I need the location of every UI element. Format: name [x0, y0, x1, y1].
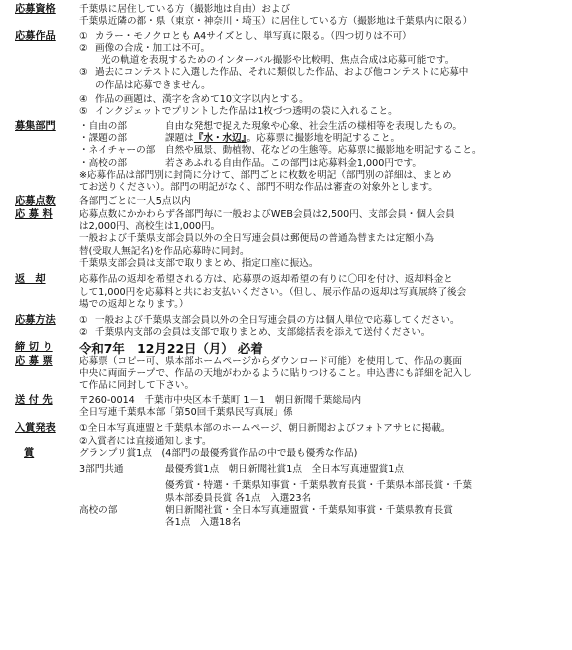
- theme-emphasis: 『水・水辺』: [193, 132, 247, 144]
- rule-item: [79, 43, 566, 68]
- label-fee: 応 募 料: [15, 208, 53, 220]
- entry-form-line: 応募票（コピー可、県本部ホームページからダウンロード可能）を使用して、作品の裏面: [79, 355, 462, 367]
- section-announcement: [0, 423, 572, 448]
- fee-line: 応募点数にかかわらず各部門毎に一般およびWEB会員は2,500円、支部会員・個人会員: [79, 208, 455, 220]
- fee-line: 一般および千葉県支部会員以外の全日写連会員は郵便局の普通為替または定額小為: [79, 233, 434, 245]
- label-deadline: 締 切 り: [15, 341, 53, 353]
- rule-text: の作品は応募できません。: [95, 79, 211, 91]
- method-number: ②: [79, 327, 88, 339]
- grand-prix-text: グランプリ賞1点 (4部門の最優秀賞作品の中で最も優秀な作品): [79, 447, 358, 459]
- return-line: して1,000円を応募料と共にお支払いください。（但し、展示作品の返却は写真展終了後会: [79, 286, 467, 298]
- section-awards: [0, 448, 572, 460]
- rule-text: 画像の合成・加工は不可。: [95, 42, 211, 54]
- category-name: ・自由の部: [79, 120, 127, 132]
- section-address: [0, 395, 572, 420]
- award-text: 県本部委員長賞 各1点 入選23名: [165, 492, 312, 504]
- rule-text: カラー・モノクロとも A4サイズとし、単写真に限る。（四つ切りは不可）: [95, 30, 412, 42]
- label-entry-count: 応募点数: [15, 196, 56, 208]
- announcement-line: ①全日本写真連盟と千葉県本部のホームページ、朝日新聞およびフォトアサヒに掲載。: [79, 423, 451, 435]
- category-desc: [165, 133, 400, 145]
- section-eligibility: [0, 4, 572, 29]
- return-line: 応募作品の返却を希望される方は、応募票の返却希望の有りに〇印を付け、返却料金と: [79, 274, 453, 286]
- section-method: [0, 315, 572, 340]
- category-name: ・ネイチャーの部: [79, 145, 156, 157]
- section-return: [0, 274, 572, 311]
- section-entry-works: [0, 31, 572, 119]
- section-deadline: [0, 342, 572, 356]
- section-entry-count: [0, 196, 572, 208]
- label-method: 応募方法: [15, 315, 56, 327]
- award-row: [79, 464, 566, 476]
- return-line: 場での返却となります。）: [79, 298, 189, 310]
- method-item: [79, 315, 566, 327]
- category-desc: 自然や風景、動植物、花などの生態等。応募票に撮影地を明記すること。: [165, 145, 482, 157]
- category-desc: 自由な発想で捉えた現象や心象、社会生活の様相等を表現したもの。: [165, 120, 463, 132]
- label-eligibility: 応募資格: [15, 4, 56, 15]
- section-entry-form: [0, 356, 572, 393]
- award-row: [79, 505, 566, 530]
- award-category: 高校の部: [79, 504, 118, 516]
- rule-number: ③: [79, 67, 88, 79]
- method-text: 一般および千葉県支部会員以外の全日写連会員の方は個人単位で応募してください。: [95, 315, 460, 327]
- section-fee: [0, 209, 572, 270]
- award-category: 3部門共通: [79, 464, 124, 476]
- method-item: [79, 327, 566, 339]
- entry-count-text: 各部門ごとに一人5点以内: [79, 196, 191, 208]
- method-text: 千葉県内支部の会員は支部で取りまとめ、支部総括表を添えて送付ください。: [95, 327, 431, 339]
- label-entry-works: 応募作品: [15, 30, 56, 42]
- label-return: 返 却: [15, 274, 46, 286]
- method-number: ①: [79, 315, 88, 327]
- rule-text: 光の軌道を表現するためのインターバル撮影や比較明、焦点合成は応募可能です。: [101, 55, 455, 67]
- rule-text: インクジェットでプリントした作品は1枚づつ透明の袋に入れること。: [95, 106, 398, 118]
- award-text: 朝日新聞社賞・全日本写真連盟賞・千葉県知事賞・千葉県教育長賞: [165, 504, 453, 516]
- entry-form-line: て作品に同封して下さい。: [79, 380, 195, 392]
- category-row: [79, 133, 566, 145]
- label-announcement: 入賞発表: [15, 423, 56, 435]
- rule-number: ①: [79, 30, 88, 42]
- theme-suffix: 。応募票に撮影地を明記すること。: [246, 132, 401, 144]
- label-awards: 賞: [24, 447, 35, 459]
- award-text: 優秀賞・特選・千葉県知事賞・千葉県教育長賞・千葉県本部長賞・千葉: [165, 480, 472, 492]
- address-line: 全日写連千葉県本部「第50回千葉県民写真展」係: [79, 406, 293, 418]
- rule-number: ④: [79, 94, 88, 106]
- rule-item: [79, 67, 566, 92]
- rule-number: ②: [79, 42, 88, 54]
- label-address: 送 付 先: [15, 394, 53, 406]
- fee-line: 替(受取人無記名)を作品応募時に同封。: [79, 245, 250, 257]
- award-text: 各1点 入選18名: [165, 517, 241, 529]
- category-desc: 若さあふれる自由作品。この部門は応募料金1,000円です。: [165, 157, 422, 169]
- label-entry-form: 応 募 票: [15, 355, 53, 367]
- fee-line: は2,000円、高校生は1,000円。: [79, 221, 221, 233]
- announcement-line: ②入賞者には直接通知します。: [79, 435, 212, 447]
- category-name: ・高校の部: [79, 157, 127, 169]
- category-row: [79, 121, 566, 133]
- label-categories: 募集部門: [15, 120, 56, 132]
- fee-line: 千葉県支部会員は支部で取りまとめ、指定口座に振込。: [79, 257, 319, 269]
- theme-prefix: 課題は: [165, 132, 194, 144]
- eligibility-line: 千葉県に居住している方（撮影地は自由）および: [79, 4, 291, 15]
- deadline-text: 令和7年 12月22日（月） 必着: [79, 340, 263, 356]
- category-name: ・課題の部: [79, 132, 127, 144]
- category-note: ※応募作品は部門別に封筒に分けて、部門ごとに枚数を明記（部門別の詳細は、まとめ: [79, 169, 452, 181]
- rule-number: ⑤: [79, 106, 88, 118]
- award-category: [79, 480, 165, 505]
- eligibility-line: 千葉県近隣の都・県（東京・神奈川・埼玉）に居住している方（撮影地は千葉県内に限る）: [79, 16, 473, 28]
- entry-form-line: 中央に両面テープで、作品の天地がわかるように貼りつけること。申込書にも詳細を記入し: [79, 368, 472, 380]
- awards-table: [0, 464, 572, 529]
- rule-item: [79, 94, 566, 106]
- category-row: [79, 158, 566, 170]
- award-row: [79, 480, 566, 505]
- category-note: てお送りください）。部門の明記がなく、部門不明な作品は審査の対象外とします。: [79, 182, 438, 194]
- rule-text: 過去にコンテストに入選した作品、それに類似した作品、および他コンテストに応募中: [95, 67, 469, 79]
- rule-item: [79, 31, 566, 43]
- address-line: 〒260-0014 千葉市中央区本千葉町 1－1 朝日新聞千葉総局内: [79, 394, 362, 406]
- rule-item: [79, 106, 566, 118]
- section-categories: [0, 121, 572, 195]
- category-row: [79, 145, 566, 157]
- award-text: 最優秀賞1点 朝日新聞社賞1点 全日本写真連盟賞1点: [165, 464, 404, 476]
- rule-text: 作品の画題は、漢字を含めて10文字以内とする。: [95, 94, 309, 106]
